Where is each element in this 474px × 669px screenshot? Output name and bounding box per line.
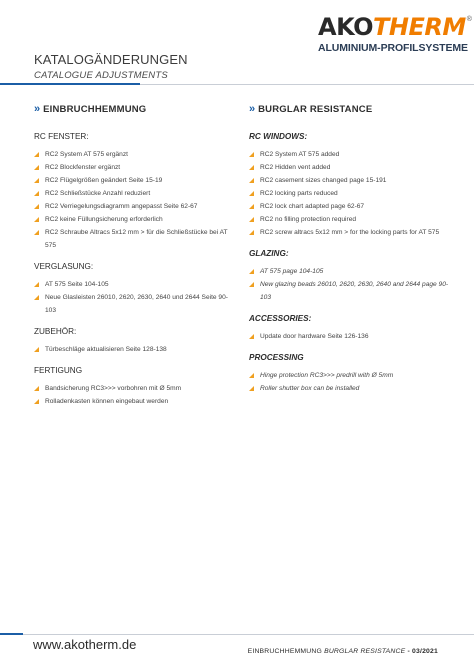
footer-website-link[interactable]: www.akotherm.de [33, 637, 137, 652]
column-german [34, 103, 234, 417]
double-chevron-icon: » [249, 103, 254, 115]
logo-therm: THERM [373, 13, 466, 41]
list-item: RC2 screw altracs 5x12 mm > for the locking parts for AT 575 [249, 226, 449, 239]
triangle-bullet-icon [249, 217, 254, 222]
list-item: RC2 Schließstücke Anzahl reduziert [34, 187, 234, 200]
section-title: BURGLAR RESISTANCE [258, 103, 373, 115]
list-item: Update door hardware Seite 126-136 [249, 330, 449, 343]
item-list [34, 382, 234, 408]
group-heading: VERGLASUNG: [34, 262, 94, 271]
list-item: RC2 Verriegelungsdiagramm angepasst Seite 62-67 [34, 200, 234, 213]
triangle-bullet-icon [249, 191, 254, 196]
item-list [34, 343, 234, 356]
list-item: RC2 Hidden vent added [249, 161, 449, 174]
double-chevron-icon: » [34, 103, 39, 115]
list-item: RC2 Schraube Altracs 5x12 mm > für die Schließstücke bei AT 575 [34, 226, 234, 252]
footer-accent-rule [0, 633, 23, 635]
triangle-bullet-icon [249, 386, 254, 391]
group-heading: PROCESSING [249, 353, 304, 362]
list-item: RC2 Blockfenster ergänzt [34, 161, 234, 174]
list-item: Neue Glasleisten 26010, 2620, 2630, 2640 und 2644 Seite 90-103 [34, 291, 234, 317]
triangle-bullet-icon [34, 152, 39, 157]
triangle-bullet-icon [34, 347, 39, 352]
list-item: Roller shutter box can be installed [249, 382, 449, 395]
triangle-bullet-icon [34, 217, 39, 222]
group-heading: RC FENSTER: [34, 132, 89, 141]
triangle-bullet-icon [34, 386, 39, 391]
triangle-bullet-icon [249, 204, 254, 209]
akotherm-logo [318, 13, 472, 54]
list-item: RC2 casement sizes changed page 15-191 [249, 174, 449, 187]
list-item: New glazing beads 26010, 2620, 2630, 2640 and 2644 page 90-103 [249, 278, 449, 304]
item-list [34, 278, 234, 317]
header-accent-rule [0, 83, 140, 85]
footer-label-en: BURGLAR RESISTANCE [324, 648, 406, 655]
section-title: EINBRUCHHEMMUNG [43, 103, 147, 115]
page-subtitle: CATALOGUE ADJUSTMENTS [34, 70, 168, 81]
list-item: Türbeschläge aktualisieren Seite 128-138 [34, 343, 234, 356]
page-title: KATALOGÄNDERUNGEN [34, 52, 188, 67]
item-list [249, 369, 449, 395]
item-list [34, 148, 234, 252]
triangle-bullet-icon [34, 165, 39, 170]
list-item: Rolladenkasten können eingebaut werden [34, 395, 234, 408]
footer-divider [23, 634, 474, 635]
list-item: RC2 System AT 575 added [249, 148, 449, 161]
triangle-bullet-icon [34, 295, 39, 300]
triangle-bullet-icon [249, 165, 254, 170]
triangle-bullet-icon [249, 282, 254, 287]
triangle-bullet-icon [249, 178, 254, 183]
item-list [249, 148, 449, 239]
list-item: Hinge protection RC3>>> predrill with Ø 5mm [249, 369, 449, 382]
triangle-bullet-icon [249, 334, 254, 339]
footer-label [248, 648, 438, 655]
list-item: RC2 keine Füllungsicherung erforderlich [34, 213, 234, 226]
triangle-bullet-icon [34, 178, 39, 183]
triangle-bullet-icon [249, 373, 254, 378]
item-list [249, 265, 449, 304]
list-item: AT 575 page 104-105 [249, 265, 449, 278]
triangle-bullet-icon [249, 152, 254, 157]
logo-wordmark [318, 13, 472, 41]
list-item: RC2 no filling protection required [249, 213, 449, 226]
logo-subtitle: ALUMINIUM-PROFILSYSTEME [318, 42, 468, 54]
triangle-bullet-icon [34, 204, 39, 209]
section-header-english [249, 103, 449, 115]
list-item: RC2 System AT 575 ergänzt [34, 148, 234, 161]
triangle-bullet-icon [34, 399, 39, 404]
triangle-bullet-icon [34, 230, 39, 235]
triangle-bullet-icon [34, 191, 39, 196]
footer-label-de: EINBRUCHHEMMUNG [247, 648, 322, 655]
logo-registered-mark: ® [466, 16, 472, 23]
list-item: AT 575 Seite 104-105 [34, 278, 234, 291]
list-item: RC2 lock chart adapted page 62-67 [249, 200, 449, 213]
list-item: RC2 Flügelgrößen geändert Seite 15-19 [34, 174, 234, 187]
triangle-bullet-icon [34, 282, 39, 287]
section-header-german [34, 103, 234, 115]
item-list [249, 330, 449, 343]
triangle-bullet-icon [249, 230, 254, 235]
header-divider [140, 84, 474, 85]
list-item: RC2 locking parts reduced [249, 187, 449, 200]
logo-ako: AKO [318, 13, 373, 41]
list-item: Bandsicherung RC3>>> vorbohren mit Ø 5mm [34, 382, 234, 395]
group-heading: ZUBEHÖR: [34, 327, 77, 336]
group-heading: GLAZING: [249, 249, 289, 258]
group-heading: ACCESSORIES: [249, 314, 312, 323]
triangle-bullet-icon [249, 269, 254, 274]
group-heading: RC WINDOWS: [249, 132, 308, 141]
column-english [249, 103, 449, 404]
footer-issue: - 03/2021 [407, 648, 438, 655]
group-heading: FERTIGUNG [34, 366, 83, 375]
